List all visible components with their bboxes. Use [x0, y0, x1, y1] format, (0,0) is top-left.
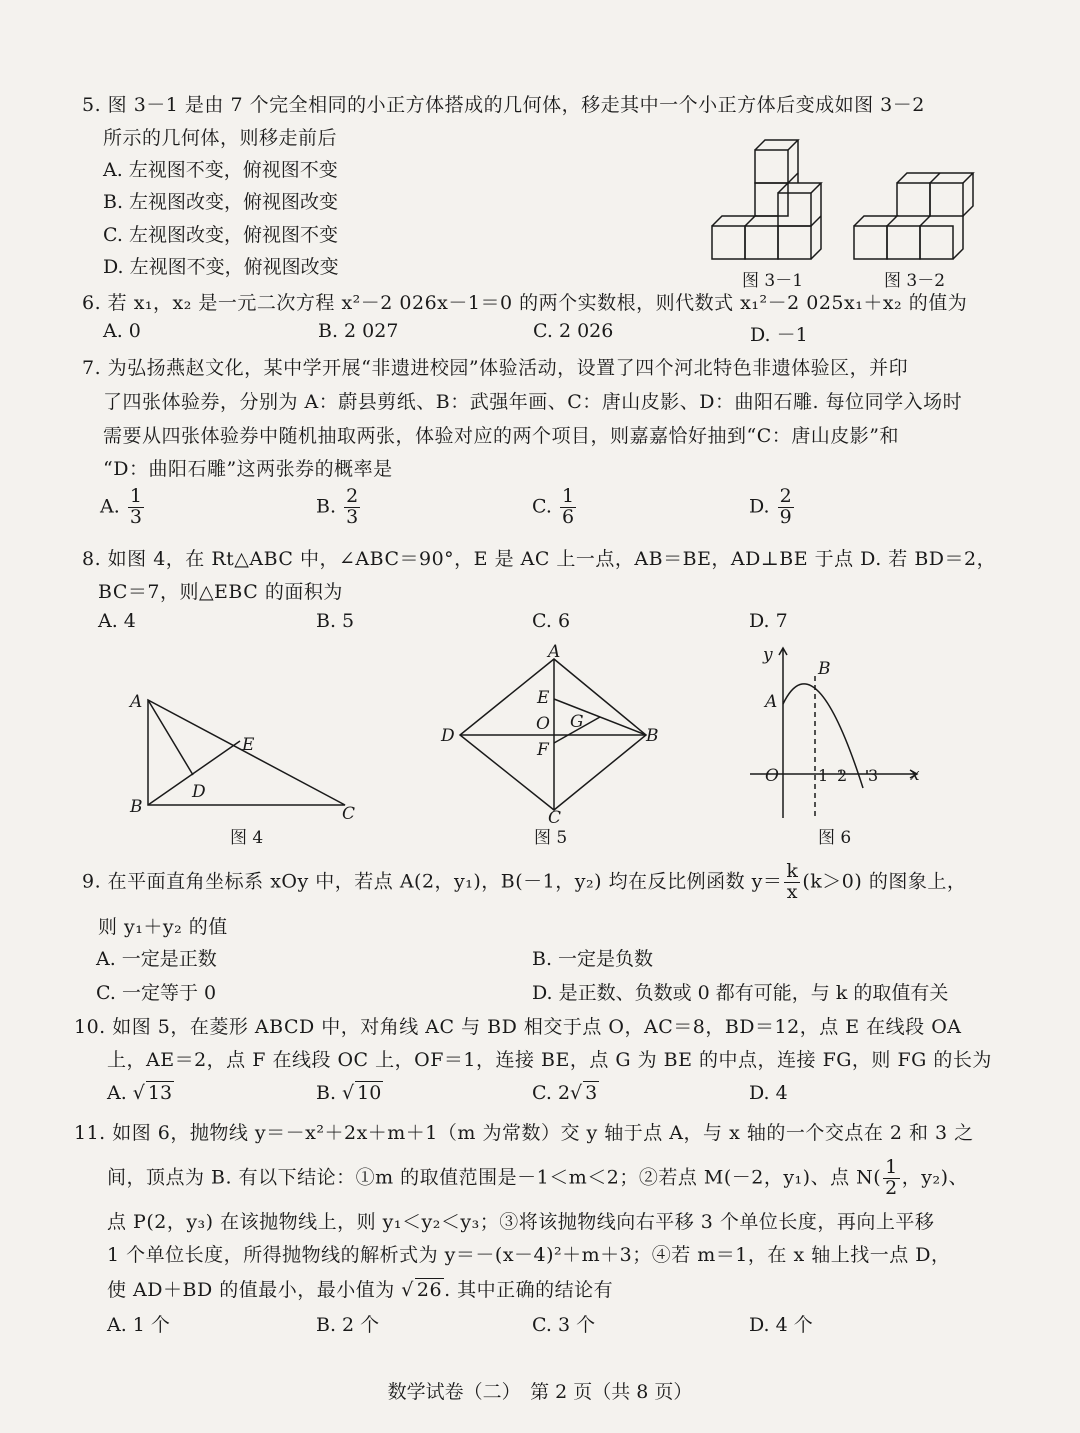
- option-label: A.: [107, 1082, 127, 1104]
- option-label: B.: [316, 495, 337, 518]
- q9-option-a: A. 一定是正数: [96, 948, 217, 970]
- fig5-label-b: B: [646, 726, 659, 746]
- q5-option-d: D. 左视图不变，俯视图改变: [103, 256, 339, 278]
- q11-option-c: C. 3 个: [532, 1314, 596, 1336]
- fig4-label-d: D: [192, 782, 206, 802]
- fig6-tick-3: 3: [868, 766, 879, 785]
- q10-stem-line1: 10. 如图 5，在菱形 ABCD 中，对角线 AC 与 BD 相交于点 O，AC＝8，BD＝12，点 E 在线段 OA: [74, 1016, 962, 1038]
- q8-option-b: B. 5: [316, 610, 355, 632]
- radicand: 26: [416, 1279, 443, 1301]
- fig6-label-o: O: [765, 766, 779, 786]
- fig5-label-c: C: [548, 808, 562, 828]
- fig6-label-x: x: [910, 765, 920, 785]
- figure-4-triangle: [120, 685, 370, 825]
- q11-stem-line1: 11. 如图 6，抛物线 y＝－x²＋2x＋m＋1（m 为常数）交 y 轴于点 A，与 x 轴的一个交点在 2 和 3 之: [74, 1122, 974, 1144]
- denominator: 6: [561, 505, 575, 528]
- fig5-label-a: A: [548, 642, 561, 662]
- q9-stem-line2: 则 y₁＋y₂ 的值: [98, 916, 228, 938]
- q6-option-c: C. 2 026: [533, 320, 614, 342]
- denominator: 3: [346, 505, 359, 528]
- q7-stem-line4: “D：曲阳石雕”这两张券的概率是: [103, 458, 393, 480]
- option-label: A.: [100, 495, 120, 518]
- coefficient: 2: [557, 1082, 571, 1104]
- q9-stem-part1: 9. 在平面直角坐标系 xOy 中，若点 A(2，y₁)，B(－1，y₂) 均在反比例函数 y＝: [82, 870, 783, 893]
- fraction-k-over-x: [784, 862, 800, 903]
- q9-option-b: B. 一定是负数: [532, 948, 654, 970]
- q10-option-d: [749, 1082, 788, 1104]
- fraction: [128, 487, 144, 528]
- q10-option-a: A. √ 13: [107, 1082, 173, 1104]
- q10-option-c: C. 2√ 3: [532, 1082, 598, 1104]
- q11-stem-part1: 间，顶点为 B. 有以下结论：①m 的取值范围是－1＜m＜2；②若点 M(－2，y₁)、点 N(: [107, 1166, 882, 1189]
- q7-option-a: [100, 487, 146, 528]
- fig6-tick-1: 1: [818, 766, 829, 785]
- fig4-label-a: A: [130, 692, 143, 712]
- q9-stem-part2: (k＞0) 的图象上，: [802, 870, 967, 893]
- q7-stem-line2: 了四张体验券，分别为 A：蔚县剪纸、B：武强年画、C：唐山皮影、D：曲阳石雕. 每位同学入场时: [103, 391, 963, 413]
- radicand: 13: [147, 1082, 173, 1104]
- q7-option-b: [316, 487, 362, 528]
- q8-option-d: D. 7: [749, 610, 788, 632]
- option-label: B.: [316, 1082, 337, 1104]
- q9-option-c: C. 一定等于 0: [96, 982, 217, 1004]
- q8-option-a: A. 4: [98, 610, 136, 632]
- option-label: C.: [532, 1082, 552, 1104]
- q11-stem-part2: ，y₂)、: [901, 1166, 969, 1189]
- q6-stem: 6. 若 x₁，x₂ 是一元二次方程 x²－2 026x－1＝0 的两个实数根，则代数式 x₁²－2 025x₁＋x₂ 的值为: [82, 292, 968, 314]
- fig6-label-b: B: [818, 659, 831, 679]
- figure-3-2-caption: 图 3－2: [884, 271, 946, 291]
- figure-5-caption: 图 5: [534, 828, 568, 848]
- q11-option-b: B. 2 个: [316, 1314, 380, 1336]
- q11-stem-line3: 点 P(2，y₃) 在该抛物线上，则 y₁＜y₂＜y₃；③将该抛物线向右平移 3 个单位长度，再向上平移: [107, 1211, 935, 1233]
- fig6-label-y: y: [763, 645, 773, 665]
- numerator: 1: [129, 485, 142, 507]
- q11-option-a: A. 1 个: [107, 1314, 170, 1336]
- q5-option-b: B. 左视图改变，俯视图改变: [103, 191, 339, 213]
- fig5-label-e: E: [537, 688, 550, 708]
- q8-stem-line1: 8. 如图 4，在 Rt△ABC 中，∠ABC＝90°，E 是 AC 上一点，AB＝BE，AD⊥BE 于点 D. 若 BD＝2，: [82, 548, 997, 570]
- q7-option-d: [749, 487, 796, 528]
- q8-option-c: C. 6: [532, 610, 571, 632]
- fraction: [778, 487, 794, 528]
- numerator: 2: [779, 485, 792, 507]
- numerator: k: [786, 860, 799, 882]
- figure-3-2-cubes: [848, 170, 978, 270]
- fig5-label-d: D: [441, 726, 455, 746]
- option-label: C.: [532, 495, 552, 518]
- q10-option-b: B. √ 10: [316, 1082, 382, 1104]
- q7-option-c: [532, 487, 578, 528]
- q6-option-b: B. 2 027: [318, 320, 399, 342]
- fig5-label-g: G: [570, 712, 584, 732]
- q11-stem-line2: [107, 1158, 968, 1199]
- fig5-label-o: O: [536, 714, 550, 734]
- q6-option-a: A. 0: [103, 320, 141, 342]
- radicand: 10: [357, 1082, 382, 1104]
- figure-5-rhombus: [438, 642, 668, 828]
- q7-stem-line1: 7. 为弘扬燕赵文化，某中学开展“非遗进校园”体验活动，设置了四个河北特色非遗体验区，并印: [82, 357, 909, 379]
- radicand: 3: [585, 1082, 598, 1104]
- fig4-label-e: E: [242, 735, 255, 755]
- numerator: 2: [346, 485, 359, 507]
- denominator: 9: [779, 505, 792, 528]
- fig4-label-c: C: [342, 804, 356, 824]
- q7-stem-line3: 需要从四张体验券中随机抽取两张，体验对应的两个项目，则嘉嘉恰好抽到“C：唐山皮影”和: [103, 425, 899, 447]
- denominator: 3: [129, 505, 142, 528]
- numerator: 1: [561, 485, 575, 507]
- fraction-one-half: [883, 1158, 900, 1199]
- value: 4: [775, 1082, 788, 1104]
- denominator: x: [786, 880, 798, 903]
- figure-3-1-caption: 图 3－1: [742, 271, 804, 291]
- figure-3-1-cubes: [706, 140, 846, 270]
- denominator: 2: [885, 1176, 898, 1199]
- q11-stem-line4: 1 个单位长度，所得抛物线的解析式为 y＝－(x－4)²＋m＋3；④若 m＝1，在 x 轴上找一点 D，: [107, 1244, 951, 1266]
- fig6-tick-2: 2: [837, 766, 848, 785]
- q11-stem-part3: 使 AD＋BD 的值最小，最小值为: [107, 1279, 395, 1301]
- figure-4-caption: 图 4: [230, 828, 264, 848]
- q5-option-a: A. 左视图不变，俯视图不变: [103, 159, 338, 181]
- q11-stem-part4: . 其中正确的结论有: [444, 1279, 614, 1301]
- q10-stem-line2: 上，AE＝2，点 F 在线段 OC 上，OF＝1，连接 BE，点 G 为 BE 的中点，连接 FG，则 FG 的长为: [107, 1049, 992, 1071]
- q5-stem-line1: 5. 图 3－1 是由 7 个完全相同的小正方体搭成的几何体，移走其中一个小正方体后变成如图 3－2: [82, 94, 925, 116]
- option-label: D.: [749, 495, 770, 518]
- q8-stem-line2: BC＝7，则△EBC 的面积为: [98, 581, 343, 603]
- figure-6-caption: 图 6: [818, 828, 852, 848]
- q9-stem-line1: [82, 862, 966, 903]
- q6-option-d: D. －1: [750, 324, 808, 346]
- fraction: [560, 487, 576, 528]
- fig4-label-b: B: [130, 797, 143, 817]
- numerator: 1: [885, 1156, 898, 1178]
- q11-stem-line5: 使 AD＋BD 的值最小，最小值为 √ 26 . 其中正确的结论有: [107, 1279, 614, 1301]
- page-footer: 数学试卷（二） 第 2 页（共 8 页）: [387, 1381, 693, 1403]
- q9-option-d: D. 是正数、负数或 0 都有可能，与 k 的取值有关: [532, 982, 949, 1004]
- fig6-label-a: A: [765, 692, 778, 712]
- q5-stem-line2: 所示的几何体，则移走前后: [103, 127, 338, 149]
- option-label: D.: [749, 1082, 770, 1104]
- figure-6-parabola: [745, 640, 930, 822]
- q11-option-d: D. 4 个: [749, 1314, 813, 1336]
- fig5-label-f: F: [537, 740, 549, 760]
- fraction: [344, 487, 360, 528]
- q5-option-c: C. 左视图改变，俯视图不变: [103, 224, 338, 246]
